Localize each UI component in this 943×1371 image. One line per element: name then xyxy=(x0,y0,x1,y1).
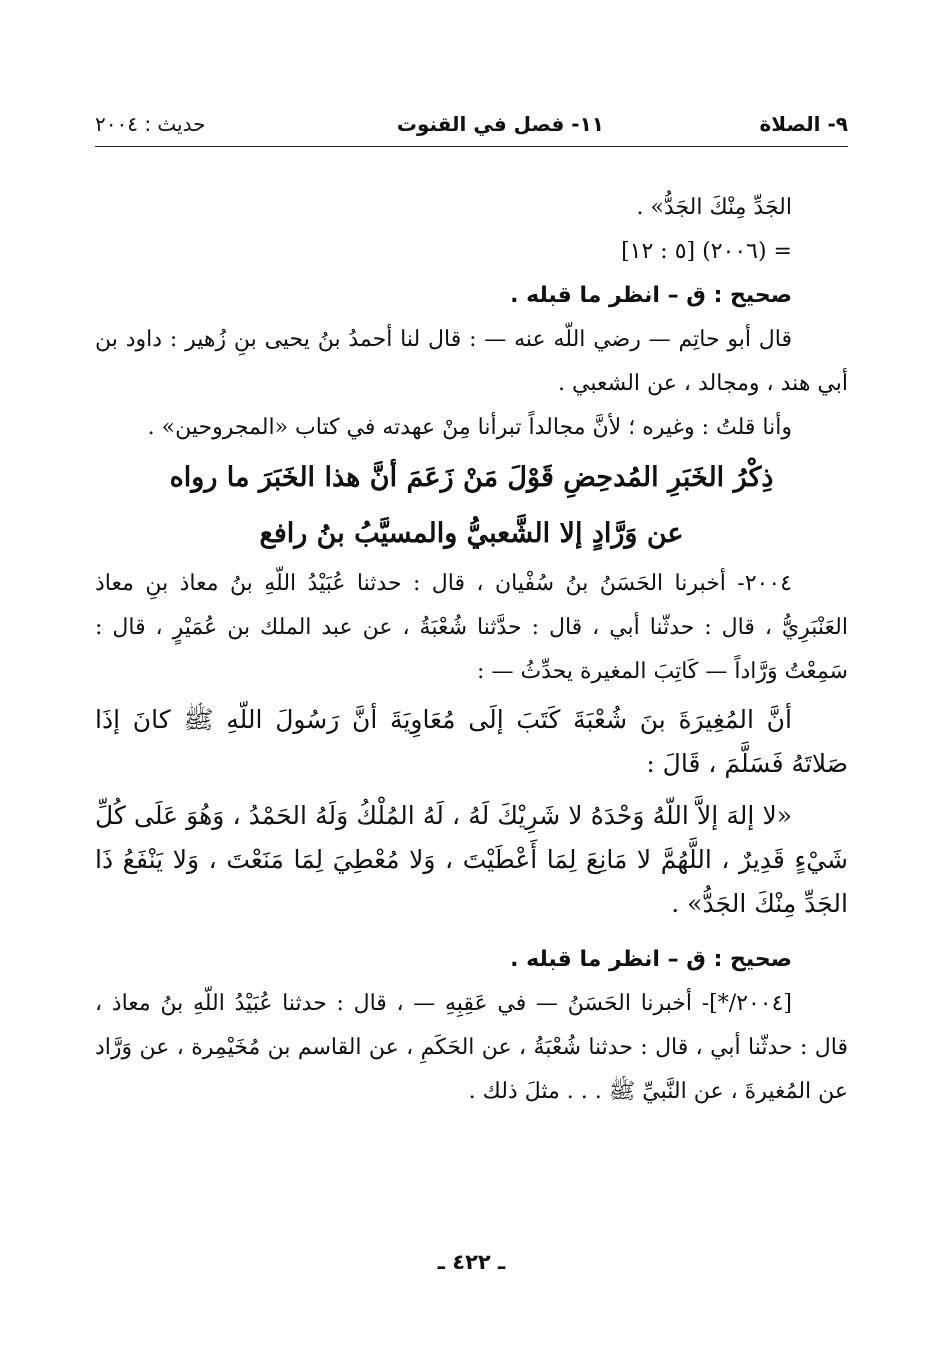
header-rule xyxy=(95,146,848,147)
chapter-heading-line-2: عن وَرَّادٍ إلا الشَّعبيُّ والمسيَّبُ بنُ رافع xyxy=(259,518,684,549)
running-header xyxy=(95,108,848,142)
hadith-matn-line: الجَدِّ مِنْكَ الجَدُّ» . xyxy=(671,889,848,918)
hadith-matn-line: شَيْءٍ قَدِيرٌ ، اللَّهُمَّ لا مَانِعَ لِمَا أَعْطَيْتَ ، وَلا مُعْطِيَ لِمَا مَنَعْتَ ، وَلا يَنْفَعُ ذَا xyxy=(95,845,848,874)
hadith-matn-line: أنَّ المُغِيرَةَ بنَ شُعْبَةَ كَتَبَ إلَى مُعَاوِيَةَ أنَّ رَسُولَ اللّهِ ﷺ كانَ إذَا xyxy=(95,705,792,734)
text-line: عن المُغيرةَ ، عن النَّبيِّ ﷺ . . . مثلَ ذلك . xyxy=(468,1079,848,1104)
hadith-matn-line: «لا إلهَ إلاَّ اللّهُ وَحْدَهُ لا شَرِيْكَ لَهُ ، لَهُ المُلْكُ وَلَهُ الحَمْدُ ، وَهُوَ عَلَى كُلِّ xyxy=(95,801,792,830)
text-line: قال : حدثّنا أبي ، قال : حدثنا شُعْبَةُ ، عن الحَكَمِ ، عن القاسم بن مُخَيْمِرة ، عن وَرَّاد xyxy=(95,1035,848,1060)
text-line: قال أبو حاتِم — رضي اللّه عنه — : قال لنا أحمدُ بنُ يحيى بنِ زُهير : داود بن xyxy=(95,327,792,352)
cross-reference: = (٢٠٠٦) [٥ : ١٢] xyxy=(621,239,792,264)
hadith-isnad-line: ٢٠٠٤- أخبرنا الحَسَنُ بنُ سُفْيان ، قال : حدثنا عُبَيْدُ اللّهِ بنُ معاذ بنِ معاذ xyxy=(95,571,792,596)
grading-note: صحيح : ق – انظر ما قبله . xyxy=(510,947,792,972)
chapter-heading-line-1: ذِكْرُ الخَبَرِ المُدحِضِ قَوْلَ مَنْ زَعَمَ أنَّ هذا الخَبَرَ ما رواه xyxy=(169,462,774,493)
grading-note: صحيح : ق – انظر ما قبله . xyxy=(510,283,792,308)
text-line: وأنا قلتُ : وغيره ؛ لأنَّ مجالداً تبرأنا مِنْ عهدته في كتاب «المجروحين» . xyxy=(147,415,792,440)
page-body xyxy=(95,186,848,1114)
hadith-isnad-line: العَنْبَرِيُّ ، قال : حدثّنا أبي ، قال : حدَّثنا شُعْبَةُ ، عن عبد الملك بن عُمَيْرٍ ، قال : xyxy=(95,615,848,640)
chapter-title: ٩- الصلاة xyxy=(759,112,848,136)
section-title: ١١- فصل في القنوت xyxy=(396,112,604,136)
text-line: [٢٠٠٤/*]- أخبرنا الحَسَنُ — في عَقِبِهِ — ، قال : حدثنا عُبَيْدُ اللّهِ بنُ معاذ ، xyxy=(95,991,792,1016)
hadith-matn-line: صَلاتَهُ فَسَلَّمَ ، قَالَ : xyxy=(646,749,848,778)
text-line: الجَدِّ مِنْكَ الجَدُّ» . xyxy=(636,195,792,220)
hadith-isnad-line: سَمِعْتُ وَرَّاداً — كَاتِبَ المغيرة يحدِّثُ — : xyxy=(477,659,848,684)
text-line: أبي هند ، ومجالد ، عن الشعبي . xyxy=(558,371,848,396)
hadith-reference: حديث : ٢٠٠٤ xyxy=(95,112,206,136)
page-number: ـ ٤٢٢ ـ xyxy=(437,1250,506,1274)
